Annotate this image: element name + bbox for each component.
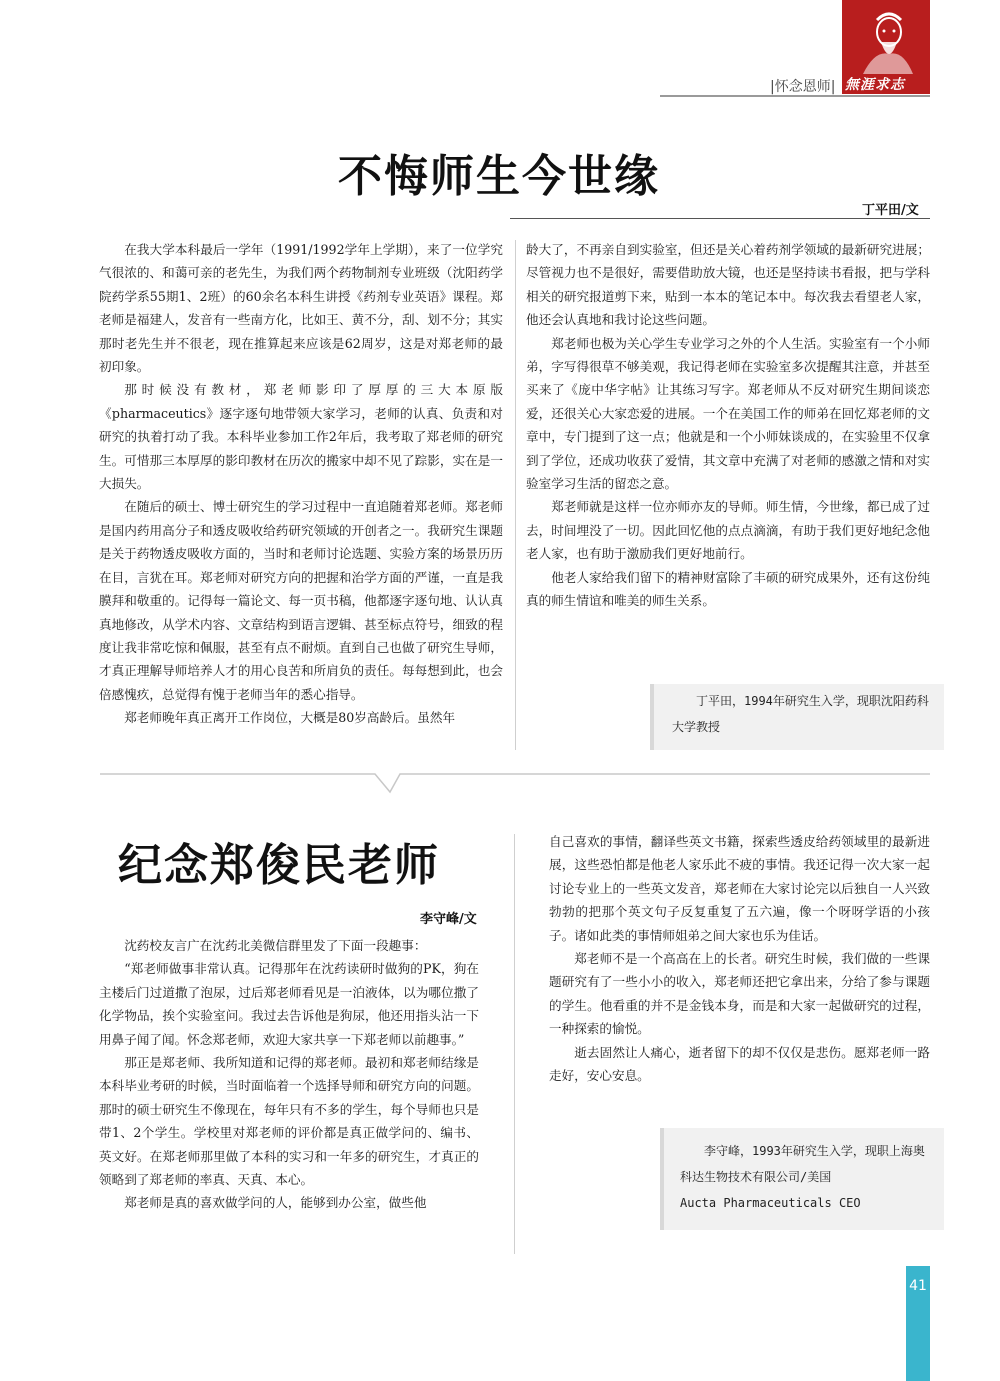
article2-column-left: [99, 934, 479, 1215]
paragraph: 逝去固然让人痛心，逝者留下的却不仅仅是悲伤。愿郑老师一路走好，安心安息。: [549, 1044, 930, 1084]
paragraph: 自己喜欢的事情，翻译些英文书籍，探索些透皮给药领域里的最新进展，这些恐怕都是他老人家乐此不疲的事情。我还记得一次大家一起讨论专业上的一些英文发音，郑老师在大家讨论完以后独自一人兴致勃勃的把那个英文句子反复重复了五六遍，像一个呀呀学语的小孩子。诸如此类的事情师姐弟之间大家也乐为佳话。: [549, 834, 930, 943]
paragraph: 郑老师就是这样一位亦师亦友的导师。师生情，今世缘，都已成了过去，时间埋没了一切。因此回忆他的点点滴滴，有助于我们更好地纪念他老人家，也有助于激励我们更好地前行。: [526, 499, 930, 562]
section-tag: |怀念恩师|: [770, 79, 836, 95]
author-rule: [510, 218, 930, 219]
article2-column-right: [549, 830, 930, 1087]
column-divider: [515, 240, 516, 750]
paragraph: 郑老师是真的喜欢做学问的人，能够到办公室，做些他: [124, 1195, 427, 1211]
page-number: 41: [909, 1278, 927, 1294]
paragraph: 沈药校友言广在沈药北美微信群里发了下面一段趣事：: [124, 938, 427, 953]
paragraph: 郑老师也极为关心学生专业学习之外的个人生活。实验室有一个小师弟，字写得很草不够美观，我记得老师在实验室多次提醒其注意，并甚至买来了《庞中华字帖》让其练习写字。郑老师从不反对研究生期间谈恋爱，还很关心大家恋爱的进展。一个在美国工作的师弟在回忆郑老师的文章中，专门提到了这一点；他就是和一个小师妹谈成的，在实验里不仅拿到了学位，还成功收获了爱情，其文章中充满了对老师的感激之情和对实验室学习生活的留恋之意。: [526, 335, 930, 492]
article2-author: 李守峰/文: [420, 912, 477, 927]
section-brand: 無涯求志: [845, 77, 905, 93]
article1-author: 丁平田/文: [862, 203, 919, 218]
article2-title: 纪念郑俊民老师: [118, 840, 440, 891]
paragraph: 那正是郑老师、我所知道和记得的郑老师。最初和郑老师结缘是本科毕业考研的时候，当时面临着一个选择导师和研究方向的问题。那时的硕士研究生不像现在，每年只有不多的学生，每个导师也只是带1、2个学生。学校里对郑老师的评价都是真正做学问的、编书、英文好。在郑老师那里做了本科的实习和一年多的研究生，才真正的领略到了郑老师的率真、天真、本心。: [99, 1055, 479, 1188]
paragraph: 在我大学本科最后一学年（1991/1992学年上学期），来了一位学究气很浓的、和蔼可亲的老先生，为我们两个药物制剂专业班级（沈阳药学院药学系55期1、2班）的60余名本科生讲授《药剂专业英语》课程。郑老师是福建人，发音有一些南方化，比如王、黄不分，刮、划不分；其实那时老先生并不很老，现在推算起来应该是62周岁，这是对郑老师的最初印象。: [99, 242, 503, 375]
bio-text: 丁平田，1994年研究生入学，现职沈阳药科大学教授: [672, 694, 929, 734]
bio-text: Aucta Pharmaceuticals CEO: [680, 1196, 861, 1210]
article1-author-bio: [650, 684, 944, 750]
article1-title: 不悔师生今世缘: [338, 151, 660, 202]
paragraph: 那时候没有教材，郑老师影印了厚厚的三大本原版《pharmaceutics》逐字逐句地带领大家学习，老师的认真、负责和对研究的执着打动了我。本科毕业参加工作2年后，我考取了郑老师的研究生。可惜那三本厚厚的影印教材在历次的搬家中却不见了踪影，实在是一大损失。: [99, 382, 503, 492]
paragraph: 龄大了，不再亲自到实验室，但还是关心着药剂学领域的最新研究进展；尽管视力也不是很好，需要借助放大镜，也还是坚持读书看报，把与学科相关的研究报道剪下来，贴到一本本的笔记本中。每次我去看望老人家，他还会认真地和我讨论这些问题。: [526, 242, 930, 328]
article1-column-right: [526, 238, 930, 613]
scholar-portrait-icon: [855, 6, 915, 74]
column-divider: [514, 834, 515, 1254]
section-divider: [100, 770, 930, 800]
bio-text: 李守峰，1993年研究生入学，现职上海奥科达生物技术有限公司/美国: [680, 1144, 925, 1184]
paragraph: “郑老师做事非常认真。记得那年在沈药读研时做狗的PK，狗在主楼后门过道撒了泡尿，过后郑老师看见是一泊液体，以为哪位撒了化学物品，挨个实验室问。我过去告诉他是狗尿，他还用指头沾一下用鼻子闻了闻。怀念郑老师，欢迎大家共享一下郑老师以前趣事。”: [99, 961, 479, 1047]
paragraph: 他老人家给我们留下的精神财富除了丰硕的研究成果外，还有这份纯真的师生情谊和唯美的师生关系。: [526, 569, 930, 609]
article1-column-left: [99, 238, 503, 730]
paragraph: 郑老师不是一个高高在上的长者。研究生时候，我们做的一些课题研究有了一些小小的收入，郑老师还把它拿出来，分给了参与课题的学生。他看重的并不是金钱本身，而是和大家一起做研究的过程，一种探索的愉悦。: [549, 951, 930, 1037]
paragraph: 郑老师晚年真正离开工作岗位，大概是80岁高龄后。虽然年: [124, 710, 456, 726]
paragraph: 在随后的硕士、博士研究生的学习过程中一直追随着郑老师。郑老师是国内药用高分子和透皮吸收给药研究领域的开创者之一。我研究生课题是关于药物透皮吸收方面的，当时和老师讨论选题、实验方案的场景历历在目，言犹在耳。郑老师对研究方向的把握和治学方面的严谨，一直是我膜拜和敬重的。记得每一篇论文、每一页书稿，他都逐字逐句地、认认真真地修改，从学术内容、文章结构到语言逻辑、甚至标点符号，细致的程度让我非常吃惊和佩服，甚至有点不耐烦。直到自己也做了研究生导师，才真正理解导师培养人才的用心良苦和所肩负的责任。每每想到此，也会倍感愧疚，总觉得有愧于老师当年的悉心指导。: [99, 499, 503, 702]
article2-author-bio: [660, 1128, 944, 1230]
